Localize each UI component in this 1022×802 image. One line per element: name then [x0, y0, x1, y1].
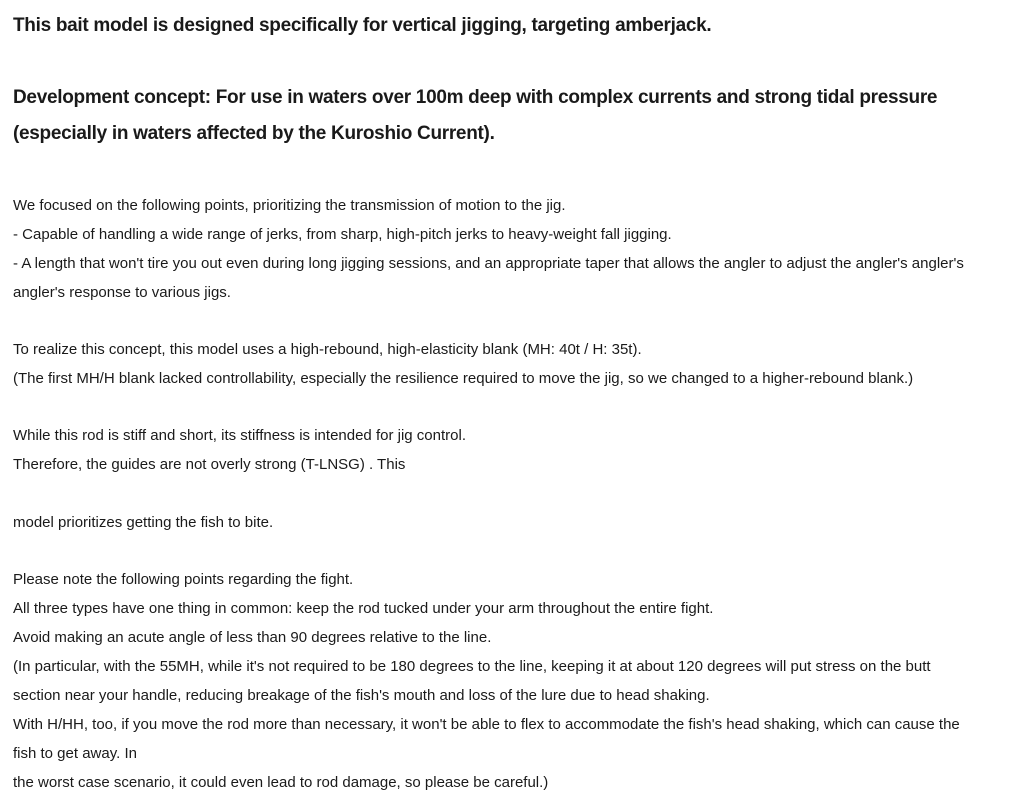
fight-line-6: With H/HH, too, if you move the rod more than necessary, it won't be able to flex to accommodate the fish's head shaking, which can cause the: [13, 716, 960, 733]
stiffness-line-1: While this rod is stiff and short, its stiffness is intended for jig control.: [13, 427, 466, 444]
bite-paragraph: [13, 508, 273, 537]
fight-paragraph: [13, 565, 960, 797]
concept-heading-line-1: Development concept: For use in waters over 100m deep with complex currents and strong tidal pressure: [13, 87, 938, 108]
focus-line-1: We focused on the following points, prioritizing the transmission of motion to the jig.: [13, 197, 566, 214]
intro-heading: This bait model is designed specifically for vertical jigging, targeting amberjack.: [13, 15, 712, 36]
fight-line-5: section near your handle, reducing breakage of the fish's mouth and loss of the lure due to head shaking.: [13, 687, 710, 704]
blank-paragraph: [13, 335, 913, 393]
concept-heading: [13, 80, 937, 152]
fight-line-7: fish to get away. In: [13, 745, 137, 762]
fight-line-1: Please note the following points regarding the fight.: [13, 571, 354, 588]
stiffness-line-2: Therefore, the guides are not overly strong (T-LNSG) . This: [13, 456, 406, 473]
blank-line-2: (The first MH/H blank lacked controllability, especially the resilience required to move the jig, so we changed to a higher-rebound blank.): [13, 370, 914, 387]
focus-line-4: angler's response to various jigs.: [13, 284, 231, 301]
focus-paragraph: [13, 191, 964, 307]
focus-line-3: - A length that won't tire you out even during long jigging sessions, and an appropriate taper that allows the angler to adjust the angler's angler's: [13, 255, 964, 272]
fight-line-4: (In particular, with the 55MH, while it's not required to be 180 degrees to the line, keeping it at about 120 degrees will put stress on the butt: [13, 658, 931, 675]
focus-line-2: - Capable of handling a wide range of jerks, from sharp, high-pitch jerks to heavy-weight fall jigging.: [13, 226, 672, 243]
bite-line-1: model prioritizes getting the fish to bite.: [13, 514, 274, 531]
blank-line-1: To realize this concept, this model uses a high-rebound, high-elasticity blank (MH: 40t / H: 35t).: [13, 341, 642, 358]
concept-heading-line-2: (especially in waters affected by the Kuroshio Current).: [13, 123, 495, 144]
fight-line-8: the worst case scenario, it could even lead to rod damage, so please be careful.): [13, 774, 549, 791]
fight-line-3: Avoid making an acute angle of less than 90 degrees relative to the line.: [13, 629, 492, 646]
fight-line-2: All three types have one thing in common: keep the rod tucked under your arm throughout the entire fight.: [13, 600, 714, 617]
stiffness-paragraph: [13, 421, 466, 479]
